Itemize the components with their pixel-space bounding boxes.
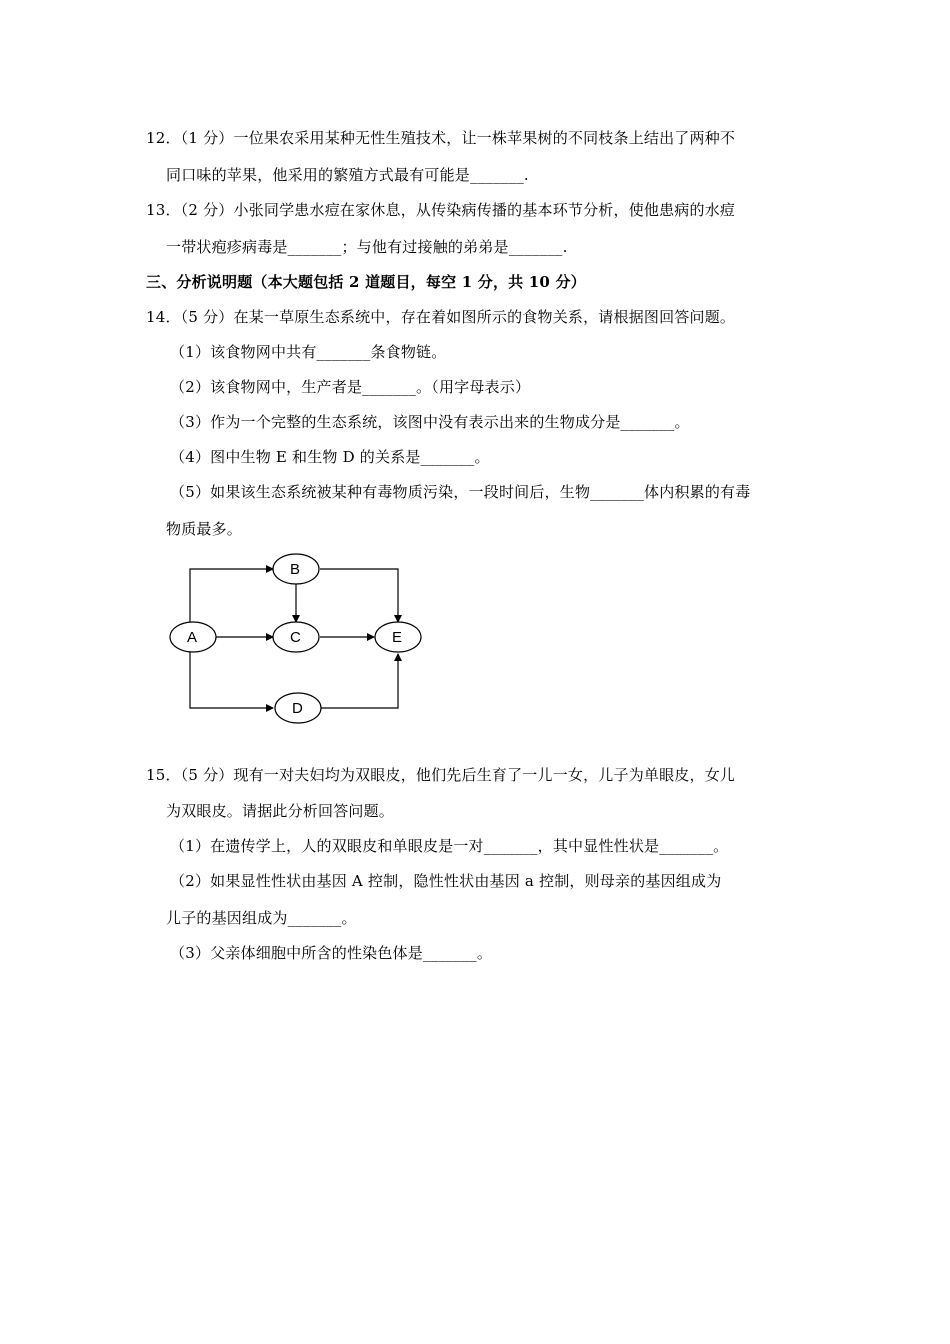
q14-sub3: （3）作为一个完整的生态系统，该图中没有表示出来的生物成分是_______。: [170, 413, 690, 431]
q14-sub2: （2）该食物网中，生产者是_______。（用字母表示）: [170, 378, 531, 396]
q15-stem-line2: 为双眼皮。请据此分析回答问题。: [166, 802, 395, 820]
q13-line2: 一带状疱疹病毒是_______；与他有过接触的弟弟是_______.: [166, 238, 568, 256]
q15-sub2-line1: （2）如果显性性状由基因 A 控制，隐性性状由基因 a 控制，则母亲的基因组成为: [170, 872, 722, 890]
node-c: [273, 622, 319, 652]
q15-stem-line1: 15．（5 分）现有一对夫妇均为双眼皮，他们先后生育了一儿一女，儿子为单眼皮，女儿: [146, 766, 736, 784]
node-b-label: B: [290, 561, 301, 578]
arrow-a-to-b: [190, 569, 273, 626]
food-web-diagram: [160, 548, 430, 728]
node-d: [275, 693, 321, 723]
q14-sub4: （4）图中生物 E 和生物 D 的关系是_______。: [170, 448, 490, 466]
q13-line1: 13．（2 分）小张同学患水痘在家休息，从传染病传播的基本环节分析，使他患病的水痘: [146, 201, 736, 219]
q14-sub5-line2: 物质最多。: [166, 520, 243, 538]
q14-sub5-line1: （5）如果该生态系统被某种有毒物质污染，一段时间后，生物_______体内积累的有毒: [170, 483, 751, 501]
node-c-label: C: [290, 629, 301, 646]
q15-sub2-line2: 儿子的基因组成为_______。: [166, 909, 357, 927]
node-b: [273, 554, 319, 584]
node-a-label: A: [187, 629, 198, 646]
q12-line1: 12．（1 分）一位果农采用某种无性生殖技术，让一株苹果树的不同枝条上结出了两种不: [146, 129, 736, 147]
q15-sub1: （1）在遗传学上，人的双眼皮和单眼皮是一对_______，其中显性性状是_______。: [170, 837, 729, 855]
section-3-heading: 三、分析说明题（本大题包括 2 道题目，每空 1 分，共 10 分）: [146, 273, 586, 291]
node-e: [375, 622, 421, 652]
q15-sub3: （3）父亲体细胞中所含的性染色体是_______。: [170, 944, 493, 962]
arrow-a-to-d: [190, 648, 273, 708]
arrow-d-to-e: [321, 654, 398, 708]
node-d-label: D: [292, 700, 303, 717]
node-a: [170, 622, 216, 652]
q12-line2: 同口味的苹果，他采用的繁殖方式最有可能是_______.: [166, 166, 529, 184]
node-e-label: E: [392, 629, 403, 646]
q14-sub1: （1）该食物网中共有_______条食物链。: [170, 343, 447, 361]
q14-stem: 14．（5 分）在某一草原生态系统中，存在着如图所示的食物关系，请根据图回答问题。: [146, 308, 736, 326]
arrow-b-to-e: [320, 569, 398, 622]
